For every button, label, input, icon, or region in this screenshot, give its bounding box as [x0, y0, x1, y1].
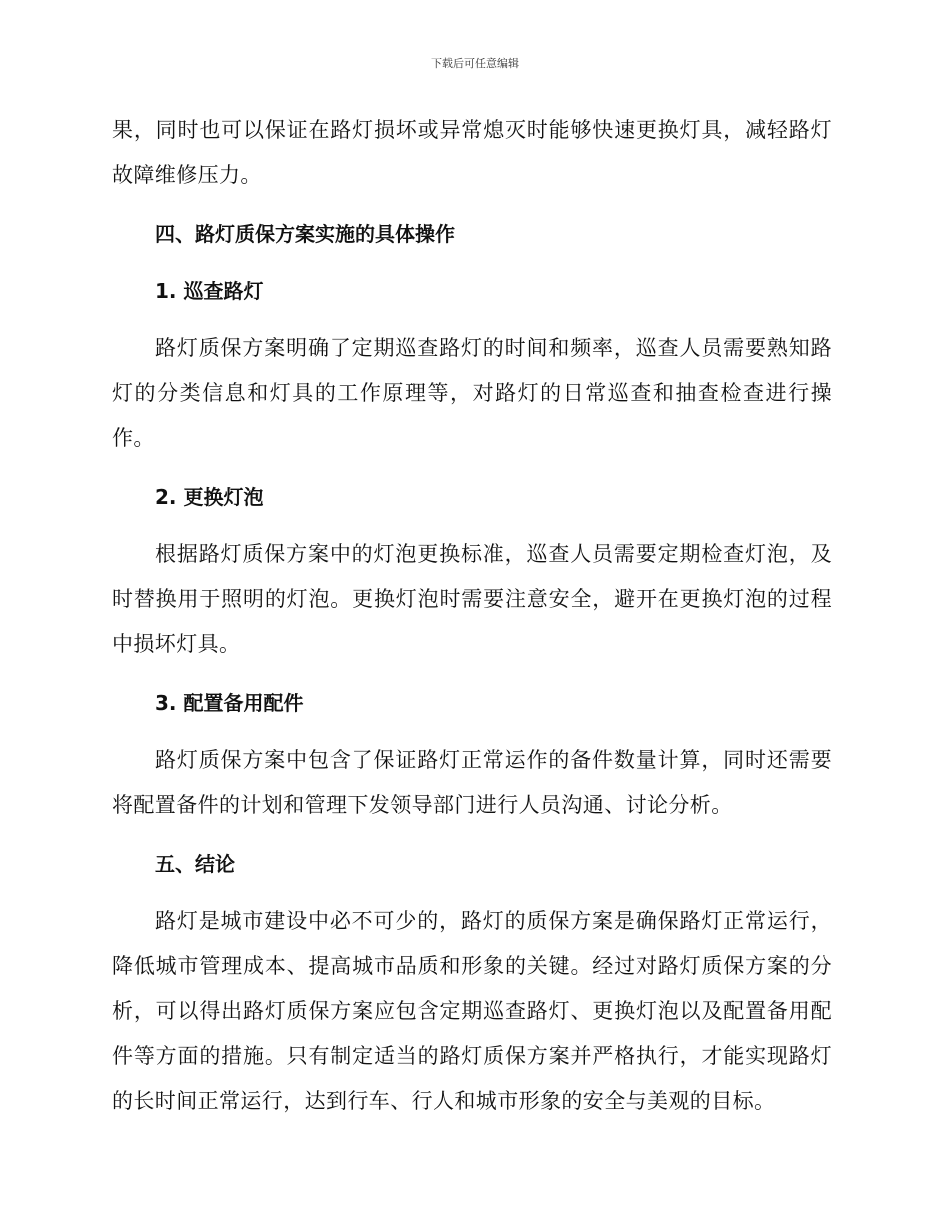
paragraph-patrol: 路灯质保方案明确了定期巡查路灯的时间和频率，巡查人员需要熟知路灯的分类信息和灯具的工作原理等，对路灯的日常巡查和抽查检查进行操作。 — [112, 336, 832, 450]
section-heading-4: 四、路灯质保方案实施的具体操作 — [155, 222, 455, 246]
header-note: 下载后可任意编辑 — [431, 57, 519, 70]
section-heading-5: 五、结论 — [155, 852, 235, 876]
subheading-patrol: 1. 巡查路灯 — [155, 279, 264, 303]
paragraph-continued: 果，同时也可以保证在路灯损坏或异常熄灭时能够快速更换灯具，减轻路灯故障维修压力。 — [112, 118, 832, 187]
subheading-replace-bulb: 2. 更换灯泡 — [155, 485, 264, 509]
document-body — [112, 108, 832, 1124]
subheading-spare-parts: 3. 配置备用配件 — [155, 691, 304, 715]
paragraph-spare-parts: 路灯质保方案中包含了保证路灯正常运作的备件数量计算，同时还需要将配置备件的计划和管理下发领导部门进行人员沟通、讨论分析。 — [112, 748, 832, 817]
paragraph-conclusion: 路灯是城市建设中必不可少的，路灯的质保方案是确保路灯正常运行，降低城市管理成本、提高城市品质和形象的关键。经过对路灯质保方案的分析，可以得出路灯质保方案应包含定期巡查路灯、更换灯泡以及配置备用配件等方面的措施。只有制定适当的路灯质保方案并严格执行，才能实现路灯的长时间正常运行，达到行车、行人和城市形象的安全与美观的目标。 — [112, 909, 832, 1113]
paragraph-replace-bulb: 根据路灯质保方案中的灯泡更换标准，巡查人员需要定期检查灯泡，及时替换用于照明的灯泡。更换灯泡时需要注意安全，避开在更换灯泡的过程中损坏灯具。 — [112, 542, 832, 656]
